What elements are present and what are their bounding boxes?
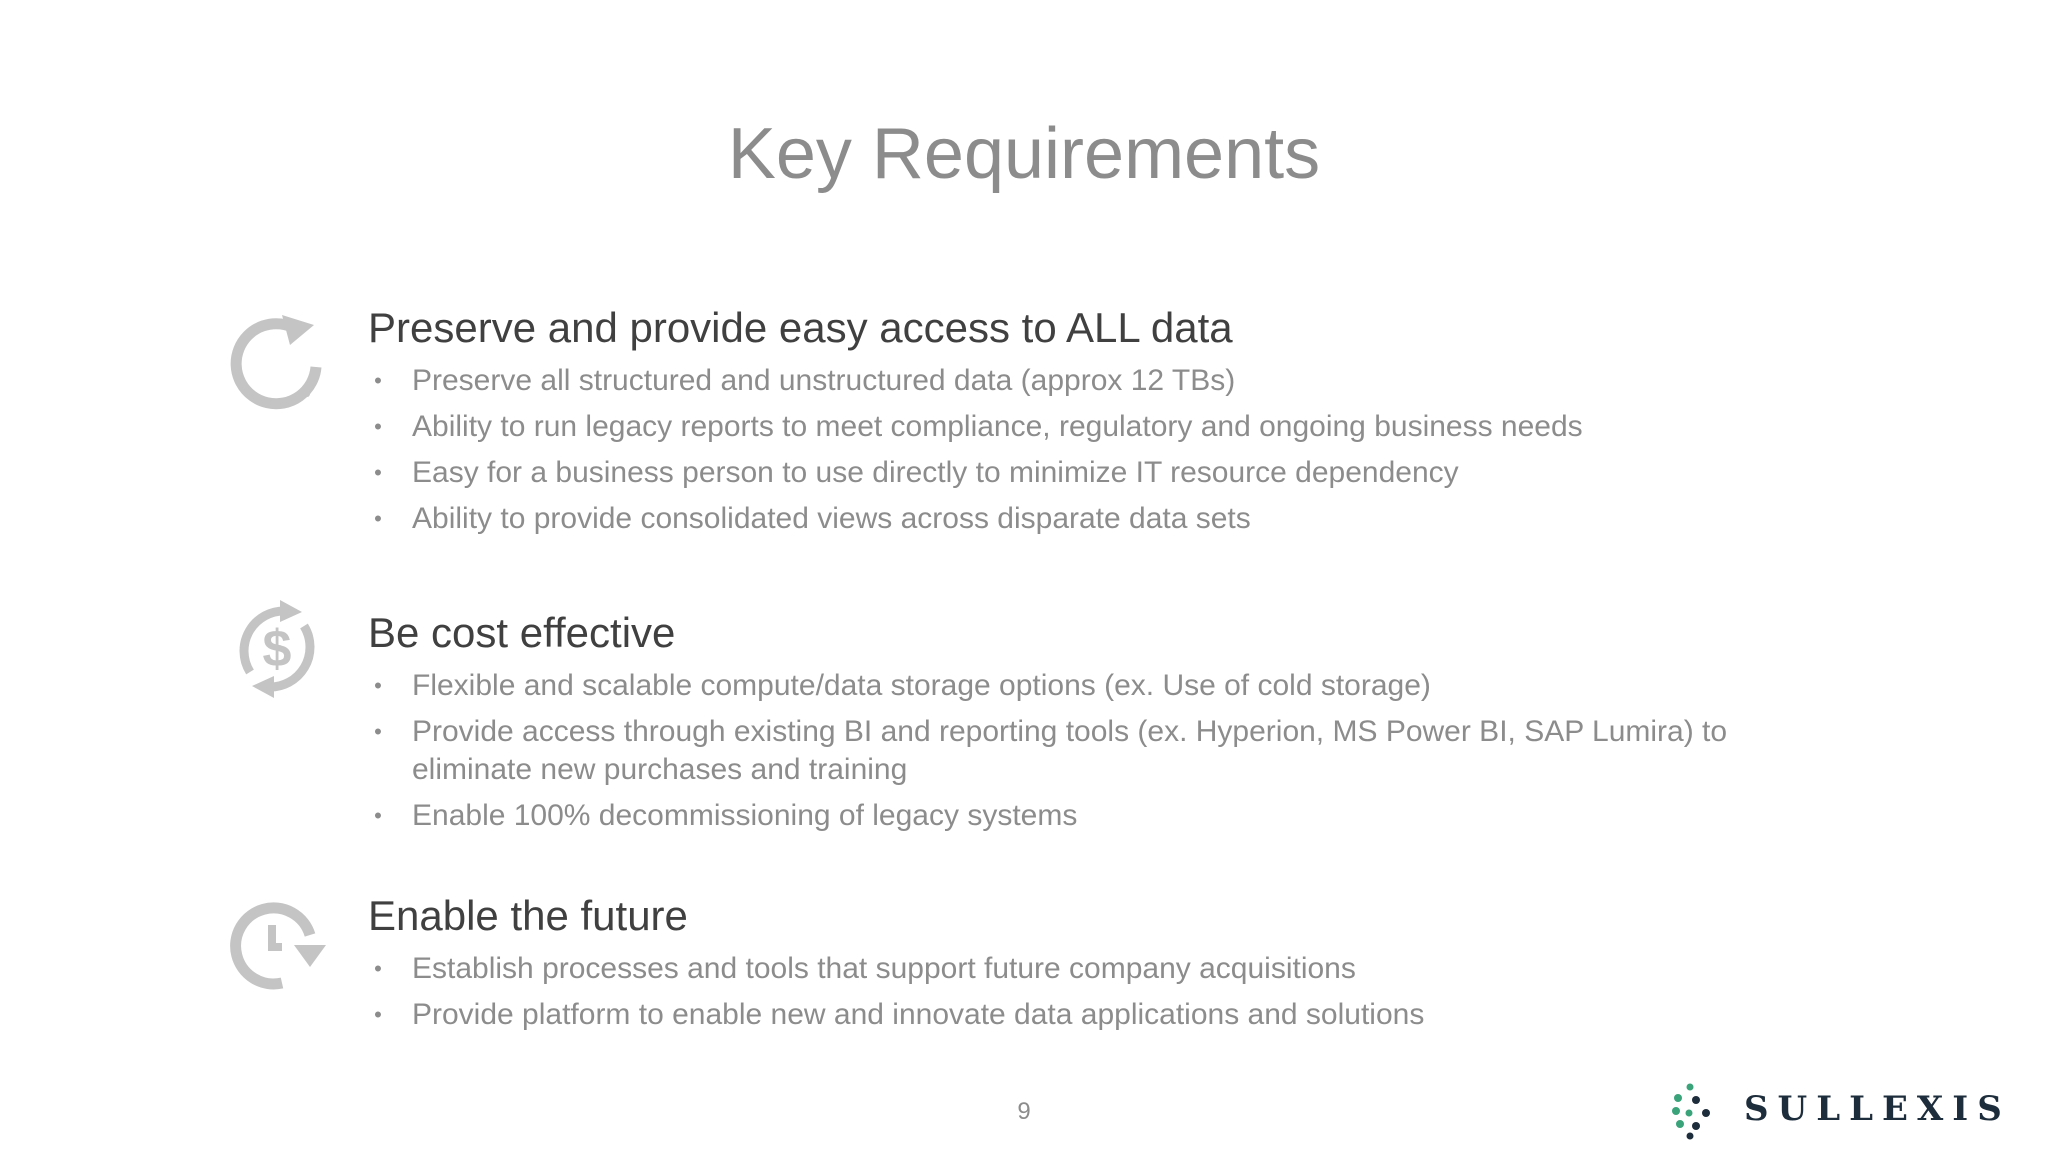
list-item: [368, 713, 1818, 789]
bullet-text: Provide platform to enable new and innovate data applications and solutions: [412, 998, 1425, 1031]
list-item: [368, 500, 1818, 538]
bullet-icon: •: [374, 368, 382, 393]
section-heading: Be cost effective: [368, 609, 676, 656]
slide-title: Key Requirements: [727, 114, 1321, 194]
dollar-cycle-icon: [220, 592, 334, 706]
bullet-list: [368, 667, 1818, 843]
bullet-icon: •: [374, 673, 382, 698]
list-item: [368, 408, 1818, 446]
bullet-icon: •: [374, 506, 382, 531]
page-number: 9: [1017, 1098, 1031, 1125]
bullet-icon: •: [374, 460, 382, 485]
bullet-text: Flexible and scalable compute/data storage options (ex. Use of cold storage): [412, 669, 1431, 702]
list-item: [368, 950, 1818, 988]
list-item: [368, 362, 1818, 400]
clock-arrow-icon: [220, 887, 334, 1001]
bullet-text: Enable 100% decommissioning of legacy systems: [412, 799, 1078, 832]
sullexis-logo: [1668, 1080, 2011, 1140]
bullet-icon: •: [374, 803, 382, 828]
logo-dots-icon: [1668, 1080, 1718, 1140]
bullet-text: Preserve all structured and unstructured data (approx 12 TBs): [412, 364, 1236, 397]
bullet-list: [368, 362, 1818, 546]
svg-text:$: $: [262, 620, 292, 678]
bullet-text: Provide access through existing BI and reporting tools (ex. Hyperion, MS Power BI, SAP Lumira) to eliminate new purchases and training: [412, 715, 1728, 786]
bullet-text: Establish processes and tools that support future company acquisitions: [412, 952, 1356, 985]
bullet-icon: •: [374, 414, 382, 439]
list-item: [368, 454, 1818, 492]
list-item: [368, 996, 1818, 1034]
bullet-icon: •: [374, 956, 382, 981]
bullet-list: [368, 950, 1818, 1042]
list-item: [368, 797, 1818, 835]
list-item: [368, 667, 1818, 705]
bullet-icon: •: [374, 1002, 382, 1027]
section-heading: Enable the future: [368, 892, 688, 939]
bullet-text: Ability to provide consolidated views across disparate data sets: [412, 502, 1251, 535]
refresh-icon: [220, 305, 334, 419]
bullet-icon: •: [374, 719, 382, 744]
bullet-text: Easy for a business person to use directly to minimize IT resource dependency: [412, 456, 1459, 489]
section-heading: Preserve and provide easy access to ALL data: [368, 304, 1233, 351]
logo-text: SULLEXIS: [1744, 1089, 2011, 1129]
bullet-text: Ability to run legacy reports to meet compliance, regulatory and ongoing business needs: [412, 410, 1583, 443]
